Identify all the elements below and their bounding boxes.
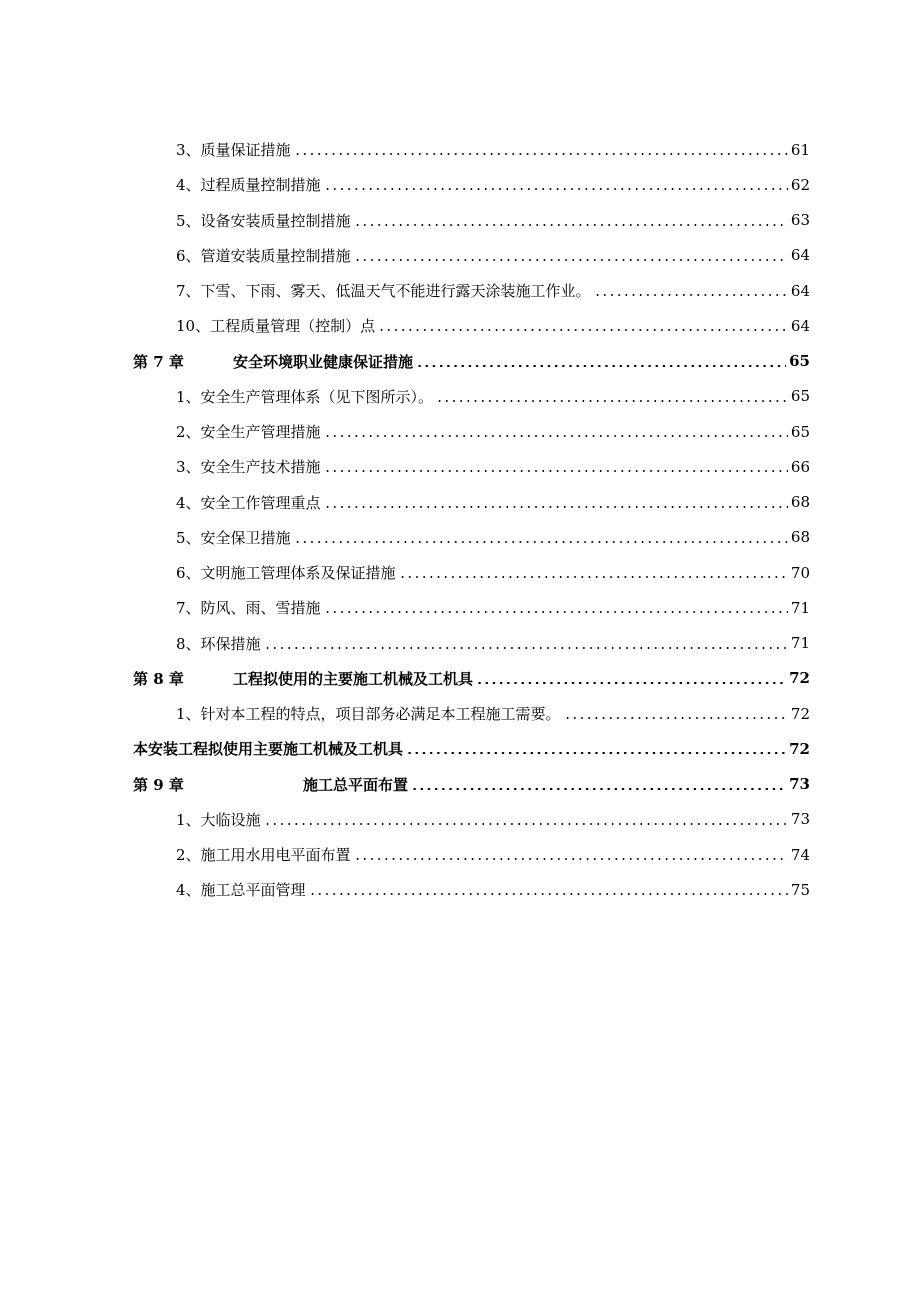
dot-leader bbox=[436, 389, 788, 404]
toc-entry-title: 6、管道安装质量控制措施 bbox=[176, 246, 351, 265]
toc-entry[interactable] bbox=[133, 238, 810, 273]
toc-entry-title: 2、安全生产管理措施 bbox=[176, 423, 321, 442]
chapter-title: 施工总平面布置 bbox=[303, 775, 409, 794]
toc-entry-page: 64 bbox=[790, 281, 810, 300]
toc-entry-page: 61 bbox=[790, 140, 810, 159]
dot-leader bbox=[416, 354, 786, 369]
toc-chapter[interactable] bbox=[133, 661, 810, 696]
dot-leader bbox=[354, 213, 788, 228]
toc-entry-page: 73 bbox=[790, 810, 810, 829]
toc-entry-title: 3、质量保证措施 bbox=[176, 141, 291, 160]
toc-entry[interactable] bbox=[133, 802, 810, 837]
dot-leader bbox=[264, 812, 788, 827]
toc-entry-page: 64 bbox=[790, 316, 810, 335]
toc-entry[interactable] bbox=[133, 837, 810, 872]
chapter-title: 工程拟使用的主要施工机械及工机具 bbox=[233, 669, 474, 688]
chapter-title: 本安装工程拟使用主要施工机械及工机具 bbox=[133, 740, 404, 759]
dot-leader bbox=[294, 530, 788, 545]
dot-leader bbox=[324, 459, 788, 474]
table-of-contents bbox=[133, 132, 810, 908]
toc-entry-title: 1、针对本工程的特点，项目部务必满足本工程施工需要。 bbox=[176, 705, 561, 724]
toc-entry[interactable] bbox=[133, 590, 810, 625]
toc-entry[interactable] bbox=[133, 132, 810, 167]
toc-entry[interactable] bbox=[133, 379, 810, 414]
toc-entry[interactable] bbox=[133, 414, 810, 449]
toc-entry-title: 4、过程质量控制措施 bbox=[176, 176, 321, 195]
toc-entry-title: 6、文明施工管理体系及保证措施 bbox=[176, 564, 396, 583]
toc-entry[interactable] bbox=[133, 555, 810, 590]
dot-leader bbox=[324, 177, 788, 192]
toc-entry-page: 71 bbox=[790, 634, 810, 653]
chapter-page: 65 bbox=[789, 352, 810, 371]
dot-leader bbox=[411, 777, 786, 792]
toc-entry-title: 10、工程质量管理（控制）点 bbox=[176, 317, 376, 336]
chapter-page: 72 bbox=[789, 669, 810, 688]
toc-entry[interactable] bbox=[133, 167, 810, 202]
toc-entry-page: 68 bbox=[790, 528, 810, 547]
dot-leader bbox=[354, 248, 788, 263]
toc-entry[interactable] bbox=[133, 449, 810, 484]
toc-chapter[interactable] bbox=[133, 344, 810, 379]
chapter-number: 第 8 章 bbox=[133, 669, 184, 688]
dot-leader bbox=[476, 671, 786, 686]
chapter-page: 73 bbox=[789, 775, 810, 794]
toc-entry[interactable] bbox=[133, 872, 810, 907]
toc-entry-title: 5、设备安装质量控制措施 bbox=[176, 211, 351, 230]
dot-leader bbox=[294, 142, 788, 157]
chapter-number: 第 9 章 bbox=[133, 775, 184, 794]
toc-entry[interactable] bbox=[133, 308, 810, 343]
dot-leader bbox=[309, 882, 788, 897]
dot-leader bbox=[378, 318, 788, 333]
toc-entry-page: 72 bbox=[790, 704, 810, 723]
dot-leader bbox=[399, 565, 788, 580]
toc-entry[interactable] bbox=[133, 273, 810, 308]
toc-entry[interactable] bbox=[133, 696, 810, 731]
toc-entry-page: 74 bbox=[790, 845, 810, 864]
toc-entry[interactable] bbox=[133, 485, 810, 520]
toc-entry-title: 7、防风、雨、雪措施 bbox=[176, 599, 321, 618]
toc-entry-title: 5、安全保卫措施 bbox=[176, 528, 291, 547]
dot-leader bbox=[324, 424, 788, 439]
toc-entry-title: 8、环保措施 bbox=[176, 634, 261, 653]
dot-leader bbox=[264, 636, 788, 651]
toc-entry-page: 75 bbox=[790, 880, 810, 899]
toc-chapter[interactable] bbox=[133, 767, 810, 802]
toc-entry-page: 64 bbox=[790, 246, 810, 265]
dot-leader bbox=[594, 283, 788, 298]
toc-chapter[interactable] bbox=[133, 731, 810, 766]
toc-entry-page: 66 bbox=[790, 457, 810, 476]
toc-entry-title: 4、安全工作管理重点 bbox=[176, 493, 321, 512]
toc-entry[interactable] bbox=[133, 626, 810, 661]
toc-entry-page: 65 bbox=[790, 387, 810, 406]
toc-entry-title: 1、大临设施 bbox=[176, 810, 261, 829]
toc-entry-title: 1、安全生产管理体系（见下图所示）。 bbox=[176, 387, 434, 406]
dot-leader bbox=[324, 495, 788, 510]
dot-leader bbox=[406, 741, 786, 756]
toc-entry-page: 65 bbox=[790, 422, 810, 441]
toc-entry-title: 3、安全生产技术措施 bbox=[176, 458, 321, 477]
toc-entry[interactable] bbox=[133, 520, 810, 555]
dot-leader bbox=[354, 847, 788, 862]
toc-entry[interactable] bbox=[133, 203, 810, 238]
toc-entry-page: 70 bbox=[790, 563, 810, 582]
toc-entry-page: 63 bbox=[790, 211, 810, 230]
toc-entry-page: 62 bbox=[790, 175, 810, 194]
toc-entry-page: 71 bbox=[790, 598, 810, 617]
toc-entry-title: 7、下雪、下雨、雾天、低温天气不能进行露天涂装施工作业。 bbox=[176, 282, 591, 301]
chapter-title: 安全环境职业健康保证措施 bbox=[233, 352, 414, 371]
dot-leader bbox=[324, 600, 788, 615]
toc-entry-title: 4、施工总平面管理 bbox=[176, 881, 306, 900]
chapter-number: 第 7 章 bbox=[133, 352, 184, 371]
dot-leader bbox=[564, 706, 788, 721]
toc-entry-page: 68 bbox=[790, 493, 810, 512]
chapter-page: 72 bbox=[789, 739, 810, 758]
toc-entry-title: 2、施工用水用电平面布置 bbox=[176, 846, 351, 865]
